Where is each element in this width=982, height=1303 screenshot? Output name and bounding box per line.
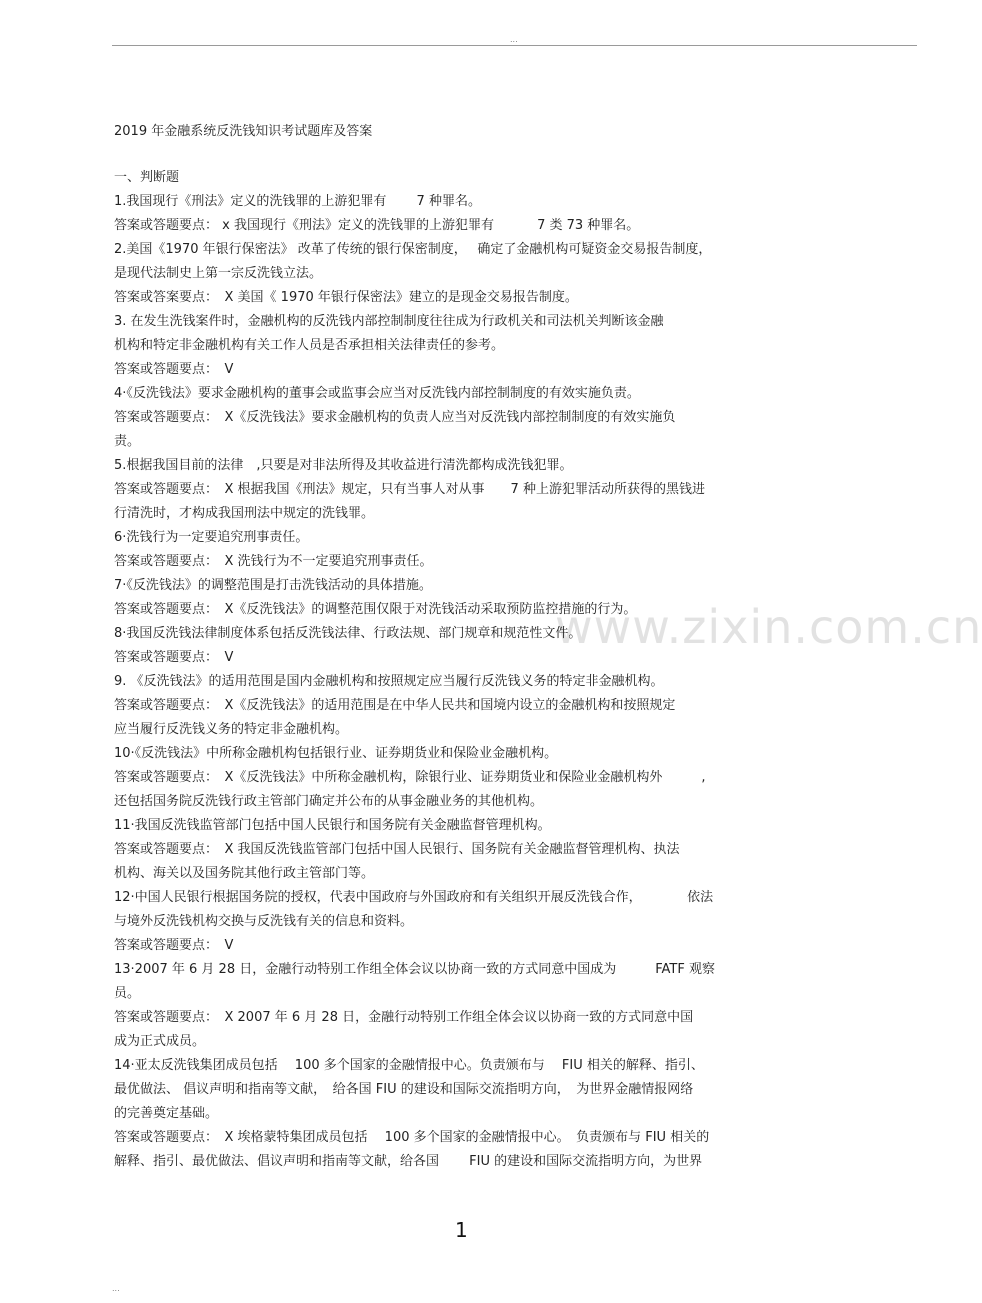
text-line: 5.根据我国目前的法律 ,只要是对非法所得及其收益进行清洗都构成洗钱犯罪。	[114, 458, 573, 473]
text-line: 1.我国现行《刑法》定义的洗钱罪的上游犯罪有 7 种罪名。	[114, 194, 481, 209]
header-rule	[112, 45, 917, 46]
text-line: 8·我国反洗钱法律制度体系包括反洗钱法律、行政法规、部门规章和规范性文件。	[114, 626, 582, 641]
text-line: 机构和特定非金融机构有关工作人员是否承担相关法律责任的参考。	[114, 338, 505, 353]
text-line: 应当履行反洗钱义务的特定非金融机构。	[114, 722, 349, 737]
text-line: 行清洗时，才构成我国刑法中规定的洗钱罪。	[114, 506, 375, 521]
text-line: 责。	[114, 434, 141, 449]
text-line: 的完善奠定基础。	[114, 1106, 219, 1121]
section-heading: 一、判断题	[114, 170, 180, 185]
text-line: 员。	[114, 986, 141, 1001]
text-line: 答案或答题要点： X《反洗钱法》要求金融机构的负责人应当对反洗钱内部控制制度的有效实施负	[114, 410, 676, 425]
text-line: 是现代法制史上第一宗反洗钱立法。	[114, 266, 323, 281]
document-title: 2019 年金融系统反洗钱知识考试题库及答案	[114, 124, 373, 139]
text-line: 14·亚太反洗钱集团成员包括 100 多个国家的金融情报中心。负责颁布与 FIU 相关的解释、指引、	[114, 1058, 704, 1073]
text-line: 4·《反洗钱法》要求金融机构的董事会或监事会应当对反洗钱内部控制制度的有效实施负责。	[114, 386, 640, 401]
text-line: 还包括国务院反洗钱行政主管部门确定并公布的从事金融业务的其他机构。	[114, 794, 544, 809]
text-line: 答案或答题要点： X《反洗钱法》的调整范围仅限于对洗钱活动采取预防监控措施的行为。	[114, 602, 637, 617]
text-line: 成为正式成员。	[114, 1034, 206, 1049]
text-line: 13·2007 年 6 月 28 日，金融行动特别工作组全体会议以协商一致的方式同意中国成为 FATF 观察	[114, 962, 715, 977]
text-line: 答案或答题要点： X《反洗钱法》的适用范围是在中华人民共和国境内设立的金融机构和按照规定	[114, 698, 676, 713]
text-line: 答案或答题要点： V	[114, 938, 234, 953]
text-line: 解释、指引、最优做法、倡议声明和指南等文献，给各国 FIU 的建设和国际交流指明方向，为世界	[114, 1154, 703, 1169]
text-line: 机构、海关以及国务院其他行政主管部门等。	[114, 866, 375, 881]
watermark: www.zixin.com.cn	[555, 600, 982, 654]
footer-dots: ...	[112, 1284, 120, 1293]
text-line: 11·我国反洗钱监管部门包括中国人民银行和国务院有关金融监督管理机构。	[114, 818, 551, 833]
text-line: 与境外反洗钱机构交换与反洗钱有关的信息和资料。	[114, 914, 414, 929]
text-line: 9. 《反洗钱法》的适用范围是国内金融机构和按照规定应当履行反洗钱义务的特定非金融机构。	[114, 674, 664, 689]
text-line: 答案或答题要点： V	[114, 650, 234, 665]
text-line: 答案或答题要点： X 2007 年 6 月 28 日，金融行动特别工作组全体会议以协商一致的方式同意中国	[114, 1010, 694, 1025]
text-line: 答案或答题要点： X《反洗钱法》中所称金融机构，除银行业、证券期货业和保险业金融机构外 ,	[114, 770, 706, 785]
text-line: 7·《反洗钱法》的调整范围是打击洗钱活动的具体措施。	[114, 578, 432, 593]
text-line: 答案或答题要点： X 洗钱行为不一定要追究刑事责任。	[114, 554, 433, 569]
text-line: 答案或答题要点： X 根据我国《刑法》规定，只有当事人对从事 7 种上游犯罪活动所获得的黑钱进	[114, 482, 705, 497]
text-line: 3. 在发生洗钱案件时，金融机构的反洗钱内部控制制度往往成为行政机关和司法机关判断该金融	[114, 314, 664, 329]
text-line: 答案或答题要点： V	[114, 362, 234, 377]
text-line: 答案或答案要点： X 美国《 1970 年银行保密法》建立的是现金交易报告制度。	[114, 290, 578, 305]
text-line: 最优做法、 倡议声明和指南等文献， 给各国 FIU 的建设和国际交流指明方向， 为世界金融情报网络	[114, 1082, 694, 1097]
document-body	[114, 190, 804, 1174]
text-line: 12·中国人民银行根据国务院的授权，代表中国政府与外国政府和有关组织开展反洗钱合作， 依法	[114, 890, 714, 905]
text-line: 答案或答题要点： x 我国现行《刑法》定义的洗钱罪的上游犯罪有 7 类 73 种罪名。	[114, 218, 640, 233]
page-number: 1	[455, 1218, 468, 1242]
text-line: 答案或答题要点： X 埃格蒙特集团成员包括 100 多个国家的金融情报中心。 负责颁布与 FIU 相关的	[114, 1130, 710, 1145]
text-line: 2.美国《1970 年银行保密法》 改革了传统的银行保密制度， 确定了金融机构可疑资金交易报告制度，	[114, 242, 712, 257]
text-line: 10·《反洗钱法》中所称金融机构包括银行业、证券期货业和保险业金融机构。	[114, 746, 558, 761]
text-line: 答案或答题要点： X 我国反洗钱监管部门包括中国人民银行、国务院有关金融监督管理机构、执法	[114, 842, 680, 857]
text-line: 6·洗钱行为一定要追究刑事责任。	[114, 530, 309, 545]
header-dots: ...	[510, 35, 518, 44]
